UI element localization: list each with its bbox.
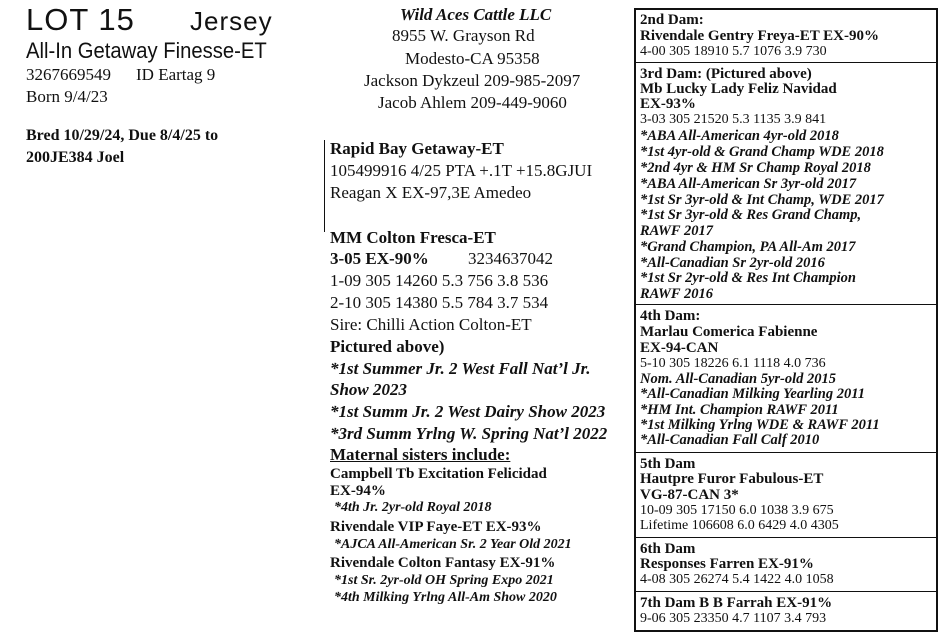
sister-score: EX-94%: [330, 483, 386, 499]
breed: Jersey: [190, 6, 273, 36]
sire-pedigree: Reagan X EX-97,3E Amedeo: [330, 183, 532, 202]
sire-info: 105499916 4/25 PTA +.1T +15.8GJUI: [330, 161, 593, 180]
consigner-contact-1: Jackson Dykzeul 209-985-2097: [364, 71, 581, 90]
dam3-score: EX-93%: [640, 96, 696, 112]
dam4-label: 4th Dam:: [640, 308, 701, 324]
dam2-name: Rivendale Gentry Freya-ET EX-90%: [640, 28, 880, 44]
dam3-award: *Grand Champion, PA All-Am 2017: [640, 239, 856, 255]
dam3-award: *ABA All-American Sr 3yr-old 2017: [640, 176, 857, 192]
dam-award: *3rd Summ Yrlng W. Spring Nat’l 2022: [330, 424, 608, 443]
sister-name: Campbell Tb Excitation Felicidad: [330, 466, 547, 482]
section-divider: [636, 304, 936, 305]
dam3-record: 3-03 305 21520 5.3 1135 3.9 841: [640, 112, 827, 127]
dam3-award: *1st Sr 3yr-old & Int Champ, WDE 2017: [640, 192, 884, 208]
consigner-farm: Wild Aces Cattle LLC: [400, 5, 552, 24]
dam2-label: 2nd Dam:: [640, 12, 704, 28]
dam-award: *1st Summ Jr. 2 West Dairy Show 2023: [330, 402, 606, 421]
registration-number: 3267669549: [26, 65, 111, 84]
dam-score: 3-05 EX-90%: [330, 249, 429, 268]
dam5-score: VG-87-CAN 3*: [640, 487, 739, 503]
dam-registration: 3234637042: [468, 249, 553, 268]
dam4-award: *HM Int. Champion RAWF 2011: [640, 402, 839, 418]
sister-award: *4th Jr. 2yr-old Royal 2018: [334, 500, 492, 515]
section-divider: [636, 452, 936, 453]
dam4-award: Nom. All-Canadian 5yr-old 2015: [640, 371, 837, 387]
consigner-contact-2: Jacob Ahlem 209-449-9060: [378, 93, 567, 112]
dam4-record: 5-10 305 18226 6.1 1118 4.0 736: [640, 356, 826, 371]
sister-award: *1st Sr. 2yr-old OH Spring Expo 2021: [334, 573, 554, 588]
dam-name: MM Colton Fresca-ET: [330, 228, 496, 247]
sister-name: Rivendale VIP Faye-ET EX-93%: [330, 519, 542, 535]
dam-record: 1-09 305 14260 5.3 756 3.8 536: [330, 271, 549, 290]
dam3-award: *All-Canadian Sr 2yr-old 2016: [640, 255, 825, 271]
dam3-award: *1st Sr 3yr-old & Res Grand Champ,: [640, 207, 862, 223]
dam-award: Show 2023: [330, 380, 407, 399]
dam5-lifetime: Lifetime 106608 6.0 6429 4.0 4305: [640, 518, 839, 533]
dam3-award: RAWF 2017: [640, 223, 713, 239]
dam3-label: 3rd Dam: (Pictured above): [640, 66, 812, 82]
dam3-name: Mb Lucky Lady Feliz Navidad: [640, 81, 837, 97]
sire-divider: [324, 140, 325, 232]
service-sire: 200JE384 Joel: [26, 149, 125, 166]
bred-info: Bred 10/29/24, Due 8/4/25 to: [26, 127, 219, 144]
dam5-label: 5th Dam: [640, 456, 696, 472]
dam2-record: 4-00 305 18910 5.7 1076 3.9 730: [640, 44, 827, 59]
dam4-award: *1st Milking Yrlng WDE & RAWF 2011: [640, 417, 880, 433]
dam7-record: 9-06 305 23350 4.7 1107 3.4 793: [640, 611, 827, 626]
dam5-record: 10-09 305 17150 6.0 1038 3.9 675: [640, 503, 834, 518]
dam3-award: *2nd 4yr & HM Sr Champ Royal 2018: [640, 160, 871, 176]
dam4-award: *All-Canadian Milking Yearling 2011: [640, 386, 865, 402]
dam-record: 2-10 305 14380 5.5 784 3.7 534: [330, 293, 549, 312]
dam6-name: Responses Farren EX-91%: [640, 556, 814, 572]
sister-award: *4th Milking Yrlng All-Am Show 2020: [334, 590, 557, 605]
born-date: Born 9/4/23: [26, 87, 108, 106]
lot-number: LOT 15: [26, 2, 135, 37]
sister-award: *AJCA All-American Sr. 2 Year Old 2021: [334, 537, 572, 552]
sire-name: Rapid Bay Getaway-ET: [330, 139, 504, 158]
dam6-label: 6th Dam: [640, 541, 696, 557]
dam7-name: 7th Dam B B Farrah EX-91%: [640, 595, 833, 611]
section-divider: [636, 537, 936, 538]
section-divider: [636, 62, 936, 63]
dam5-name: Hautpre Furor Fabulous-ET: [640, 471, 824, 487]
dam4-score: EX-94-CAN: [640, 340, 719, 356]
animal-name: All-In Getaway Finesse-ET: [26, 38, 267, 63]
dam4-name: Marlau Comerica Fabienne: [640, 324, 818, 340]
dam-sire: Sire: Chilli Action Colton-ET: [330, 315, 532, 334]
dam3-award: *1st 4yr-old & Grand Champ WDE 2018: [640, 144, 884, 160]
dam3-award: RAWF 2016: [640, 286, 713, 302]
dam6-record: 4-08 305 26274 5.4 1422 4.0 1058: [640, 572, 834, 587]
sister-name: Rivendale Colton Fantasy EX-91%: [330, 555, 556, 571]
dam-award: *1st Summer Jr. 2 West Fall Nat’l Jr.: [330, 359, 591, 378]
dam4-award: *All-Canadian Fall Calf 2010: [640, 432, 820, 448]
section-divider: [636, 591, 936, 592]
maternal-sisters-heading: Maternal sisters include:: [330, 445, 511, 464]
dam-pictured: Pictured above): [330, 337, 445, 356]
eartag: ID Eartag 9: [136, 65, 216, 84]
consigner-address: 8955 W. Grayson Rd: [392, 26, 535, 45]
consigner-city: Modesto-CA 95358: [405, 49, 540, 68]
dam3-award: *1st Sr 2yr-old & Res Int Champion: [640, 270, 856, 286]
dam3-award: *ABA All-American 4yr-old 2018: [640, 128, 839, 144]
